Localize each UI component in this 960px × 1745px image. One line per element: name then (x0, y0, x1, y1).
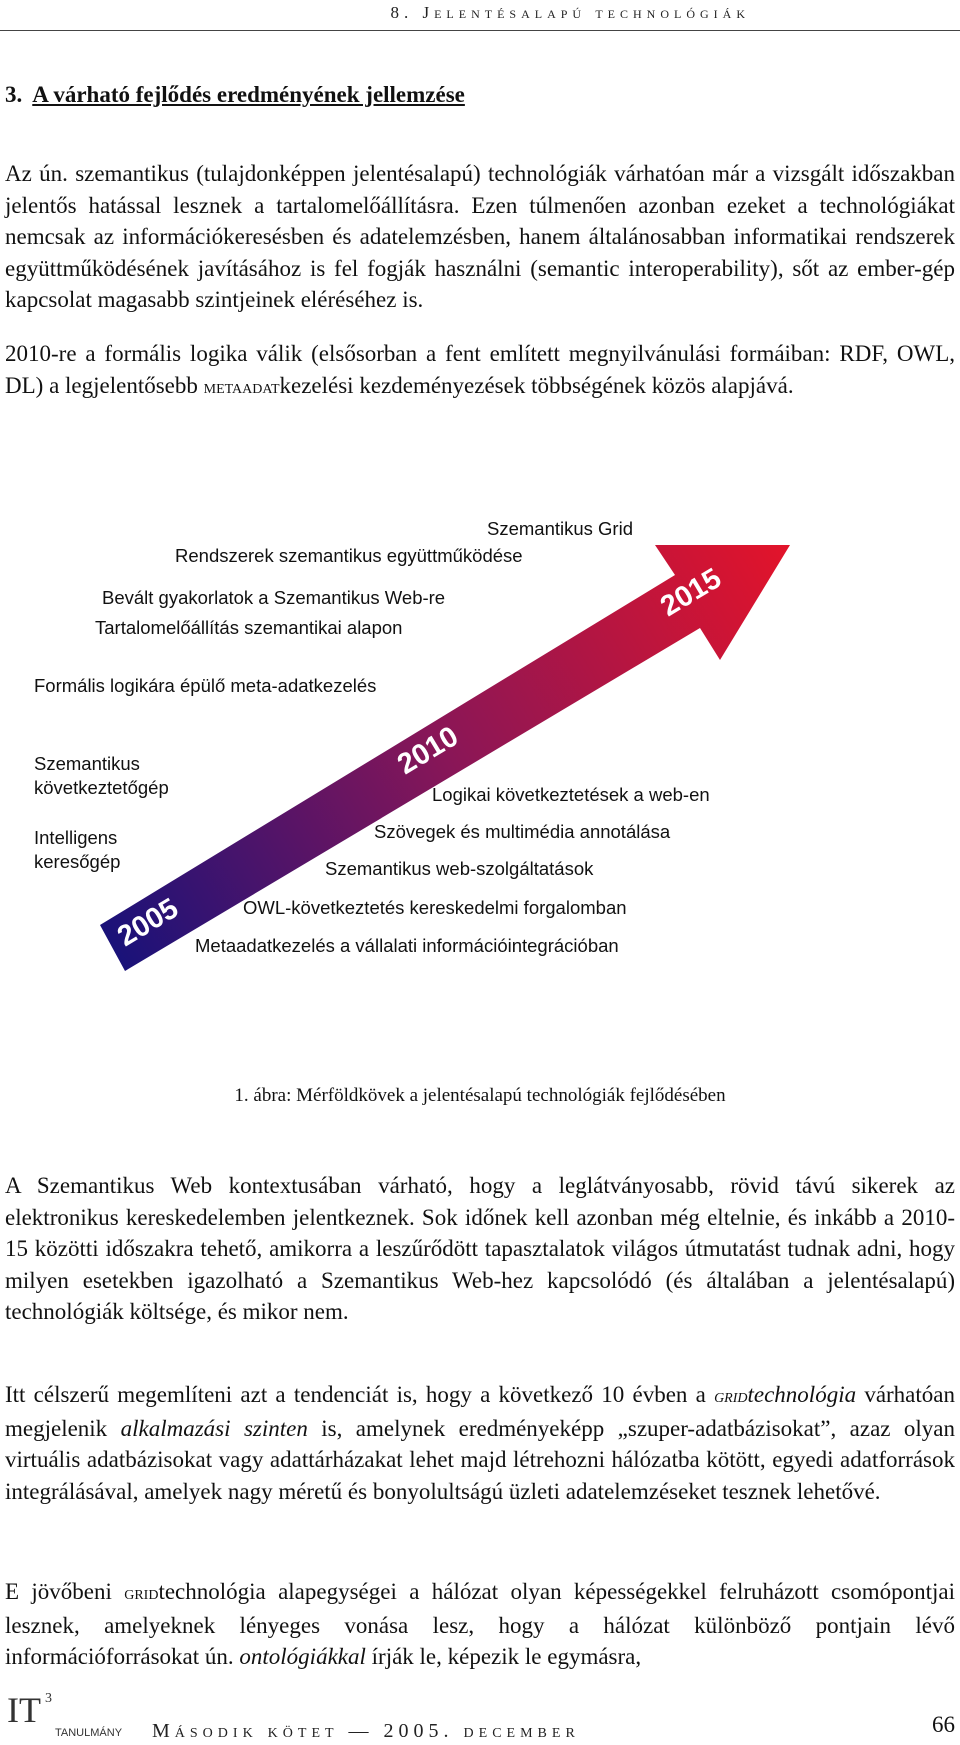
ontologies-term: ontológiákkal (239, 1644, 366, 1669)
paragraph-2-text: 2010-re a formális logika válik (elsősorban a fent említett megnyilvánulási formáiban: RDF, OWL, DL) a legjelentősebb (5, 341, 955, 398)
grid-term-2: grid (124, 1582, 159, 1604)
section-title: A várható fejlődés eredményének jellemzése (32, 82, 465, 107)
paragraph-4-text-3: is, amelynek eredményeképp „szuper-adatbázisokat”, azaz olyan virtuális adatbázisokat vagy adattárházakat lehet majd létrehozni hálózatba kötött, egyedi adatforrások integrálásával, amelyek nagy méretű és bonyolultságú üzleti adatelemzéseket tesznek lehetővé. (5, 1415, 956, 1504)
label-metadata-enterprise: Metaadatkezelés a vállalati információintegrációban (195, 935, 619, 956)
label-search-line1: Intelligens (34, 827, 118, 848)
paragraph-5-text-3: írják le, képezik le egymásra, (365, 1644, 642, 1669)
label-annotation: Szövegek és multimédia annotálása (374, 821, 671, 842)
logo-it: IT (7, 1690, 41, 1730)
label-search-line2: keresőgép (34, 851, 121, 872)
metaadat-term: metaadat (203, 375, 280, 398)
paragraph-4-text-2: várhatóan megjelenik (5, 1382, 955, 1441)
paragraph-5-text: E jövőbeni (5, 1579, 125, 1604)
page-footer (0, 1680, 960, 1745)
paragraph-4 (5, 1379, 955, 1507)
label-reasoner-line2: következtetőgép (34, 777, 169, 798)
label-semantic-grid: Szemantikus Grid (487, 518, 633, 539)
page-number: 66 (932, 1712, 955, 1737)
logo-superscript: 3 (45, 1691, 52, 1706)
label-formal-logic-metadata: Formális logikára épülő meta-adatkezelés (34, 675, 377, 696)
running-title: 8. Jelentésalapú technológiák (390, 3, 750, 22)
volume-label: Második kötet — 2005. december (152, 1720, 580, 1742)
year-2015: 2015 (655, 562, 727, 624)
header-divider (0, 30, 960, 31)
label-web-services: Szemantikus web-szolgáltatások (325, 858, 594, 879)
logo-subtitle: TANULMÁNY (55, 1727, 123, 1739)
label-content-creation: Tartalomelőállítás szemantikai alapon (95, 617, 403, 638)
paragraph-3: A Szemantikus Web kontextusában várható, hogy a leglátványosabb, rövid távú sikerek az elektronikus kereskedelemben jelentkeznek. Sok időnek kell azonban még eltelnie, és inkább a 2010-15 közötti időszakra tehető, amikorra a leszűrődött tapasztalatok világos útmutatást tudnak adni, hogy milyen esetekben igazolható a Szemantikus Web-hez kapcsolódó (és általában a jelentésalapú) technológiák költsége, és mikor nem. (5, 1173, 955, 1324)
year-2010: 2010 (392, 720, 464, 782)
label-systems-interop: Rendszerek szemantikus együttműködése (175, 545, 523, 566)
label-owl-commercial: OWL-következtetés kereskedelmi forgalomban (243, 897, 627, 918)
grid-term: grid (714, 1385, 748, 1407)
paragraph-5-text-2: technológia alapegységei a hálózat olyan képességekkel felruházott csomópontjai lesznek, amelyeknek lényeges vonása lesz, hogy a hálózat különböző pontjain lévő információforrásokat ún. (5, 1579, 955, 1669)
it3-logo (5, 1688, 145, 1740)
application-level-term: alkalmazási szinten (120, 1415, 308, 1441)
label-best-practices: Bevált gyakorlatok a Szemantikus Web-re (102, 587, 446, 608)
paragraph-2 (5, 338, 955, 403)
section-number: 3. (5, 82, 23, 107)
label-logic-web: Logikai következtetések a web-en (432, 784, 710, 805)
paragraph-5 (5, 1576, 955, 1673)
section-heading (5, 82, 465, 108)
paragraph-2-text-end: kezelési kezdeményezések többségének közös alapjává. (279, 372, 794, 398)
figure-caption: 1. ábra: Mérföldkövek a jelentésalapú technológiák fejlődésében (234, 1085, 726, 1106)
paragraph-1: Az ún. szemantikus (tulajdonképpen jelentésalapú) technológiák várhatóan már a vizsgált időszakban jelentős hatással lesznek a tartalomelőállításra. Ezen túlmenően azonban ezeket a technológiákat nemcsak az információkeresésben és adatelemzésben, hanem általánosabban informatikai rendszerek együttműködésének javításához is fel fogják használni (semantic interoperability), sőt az ember-gép kapcsolat magasabb szintjeinek eléréséhez is. (5, 161, 955, 312)
technologia-term: technológia (747, 1382, 857, 1407)
year-2005: 2005 (112, 892, 184, 954)
paragraph-4-text: Itt célszerű megemlíteni azt a tendenciát is, hogy a következő 10 évben a (5, 1382, 715, 1407)
running-header (0, 0, 960, 30)
label-reasoner-line1: Szemantikus (34, 753, 140, 774)
milestone-figure (0, 505, 960, 985)
